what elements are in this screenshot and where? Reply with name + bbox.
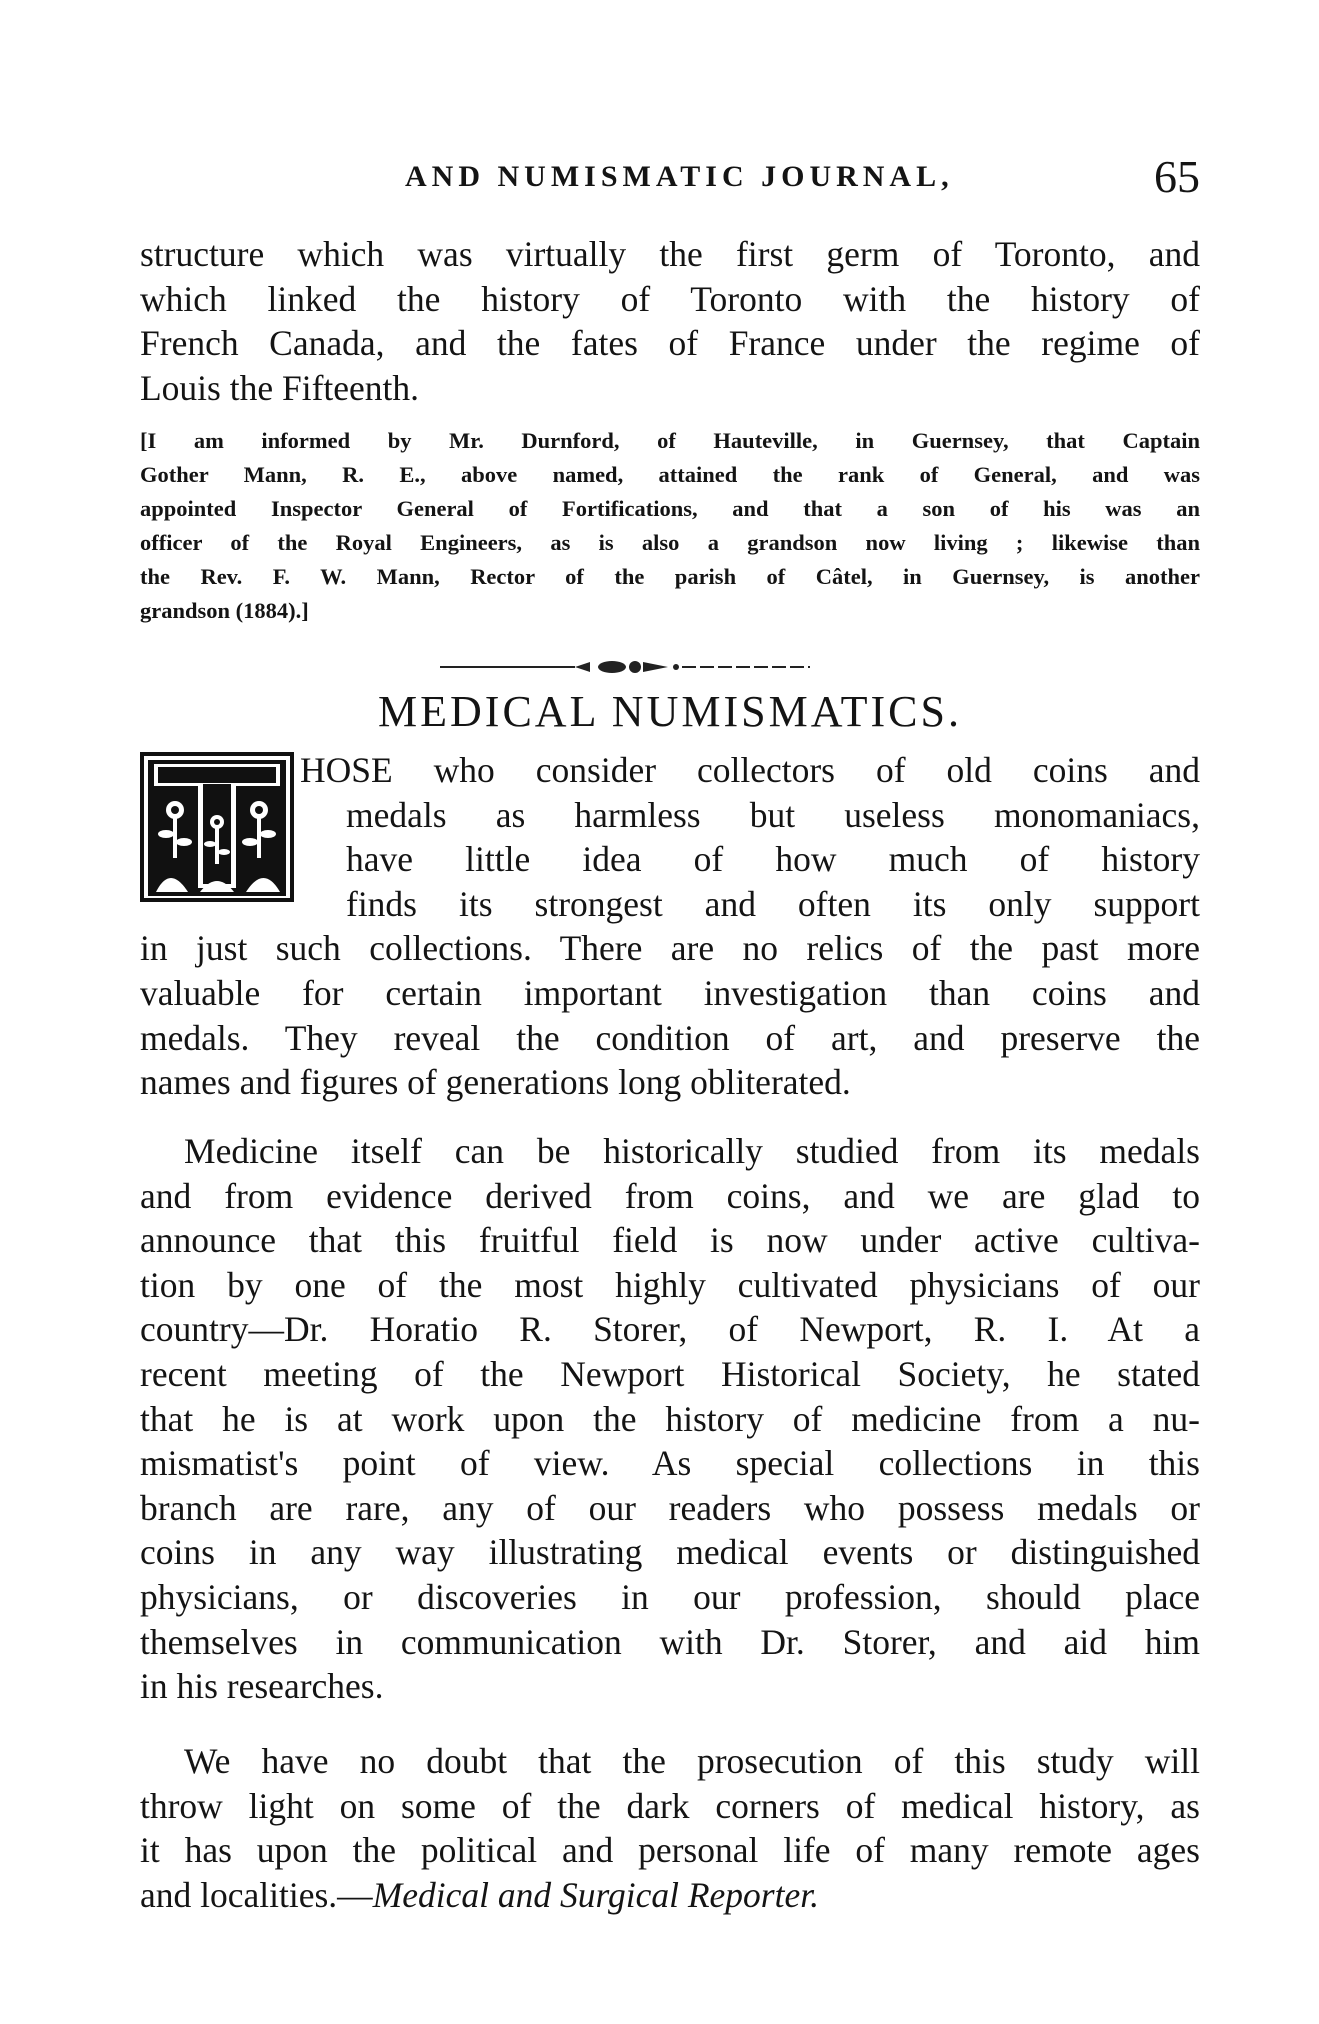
- text-line: medals. They reveal the condition of art, and preserve the: [140, 1017, 1200, 1058]
- note-line: [I am informed by Mr. Durnford, of Hauteville, in Guernsey, that Captain: [140, 428, 1200, 453]
- note-line: the Rev. F. W. Mann, Rector of the parish of Câtel, in Guernsey, is another: [140, 564, 1200, 589]
- text-line: announce that this fruitful field is now under active cultiva-: [140, 1220, 1200, 1261]
- continued-paragraph: [140, 232, 1200, 410]
- text-line: branch are rare, any of our readers who possess medals or: [140, 1487, 1200, 1528]
- text-line: Medicine itself can be historically studied from its medals: [184, 1131, 1200, 1171]
- text-line: coins in any way illustrating medical events or distinguished: [140, 1532, 1200, 1573]
- text-line: throw light on some of the dark corners of medical history, as: [140, 1785, 1200, 1826]
- text-line: [140, 1873, 1200, 1918]
- text-line: HOSE who consider collectors of old coins and: [300, 750, 1200, 790]
- text-line: mismatist's point of view. As special collections in this: [140, 1443, 1200, 1484]
- paragraph-3: [140, 1739, 1200, 1917]
- text-line: We have no doubt that the prosecution of this study will: [184, 1741, 1200, 1781]
- text-line: and from evidence derived from coins, and we are glad to: [140, 1175, 1200, 1216]
- text-line: tion by one of the most highly cultivated physicians of our: [140, 1264, 1200, 1305]
- page-number: 65: [1154, 151, 1200, 202]
- paragraph-1: [140, 748, 1200, 1105]
- text-line: French Canada, and the fates of France under the regime of: [140, 323, 1200, 364]
- source-citation: Medical and Surgical Reporter.: [372, 1874, 819, 1915]
- text-line: have little idea of how much of history: [346, 839, 1200, 880]
- text-line: themselves in communication with Dr. Storer, and aid him: [140, 1621, 1200, 1662]
- text-line: country—Dr. Horatio R. Storer, of Newport, R. I. At a: [140, 1309, 1200, 1350]
- running-header: [140, 150, 1200, 210]
- text-line: that he is at work upon the history of medicine from a nu-: [140, 1398, 1200, 1439]
- note-line: grandson (1884).]: [140, 598, 309, 623]
- ornamental-rule: [440, 657, 810, 677]
- text-line: recent meeting of the Newport Historical Society, he stated: [140, 1353, 1200, 1394]
- paragraph-2: [140, 1129, 1200, 1709]
- text-line: medals as harmless but useless monomaniacs,: [346, 794, 1200, 835]
- text-line: physicians, or discoveries in our profession, should place: [140, 1576, 1200, 1617]
- text-line: in his researches.: [140, 1666, 384, 1707]
- text-line: finds its strongest and often its only support: [346, 883, 1200, 924]
- text-line: names and figures of generations long obliterated.: [140, 1062, 851, 1103]
- text-line: in just such collections. There are no relics of the past more: [140, 928, 1200, 969]
- text-line: which linked the history of Toronto with the history of: [140, 278, 1200, 319]
- note-line: appointed Inspector General of Fortifications, and that a son of his was an: [140, 496, 1200, 521]
- text-line: Louis the Fifteenth.: [140, 367, 420, 408]
- text-line: valuable for certain important investigation than coins and: [140, 972, 1200, 1013]
- section-heading: MEDICAL NUMISMATICS.: [378, 687, 962, 736]
- text-line: structure which was virtually the first germ of Toronto, and: [140, 234, 1200, 274]
- note-line: officer of the Royal Engineers, as is also a grandson now living ; likewise than: [140, 530, 1200, 555]
- note-line: Gother Mann, R. E., above named, attained the rank of General, and was: [140, 462, 1200, 487]
- closing-text: and localities.—: [140, 1874, 373, 1915]
- running-title: AND NUMISMATIC JOURNAL,: [405, 160, 954, 193]
- editorial-note: [140, 424, 1200, 628]
- text-line: it has upon the political and personal life of many remote ages: [140, 1830, 1200, 1871]
